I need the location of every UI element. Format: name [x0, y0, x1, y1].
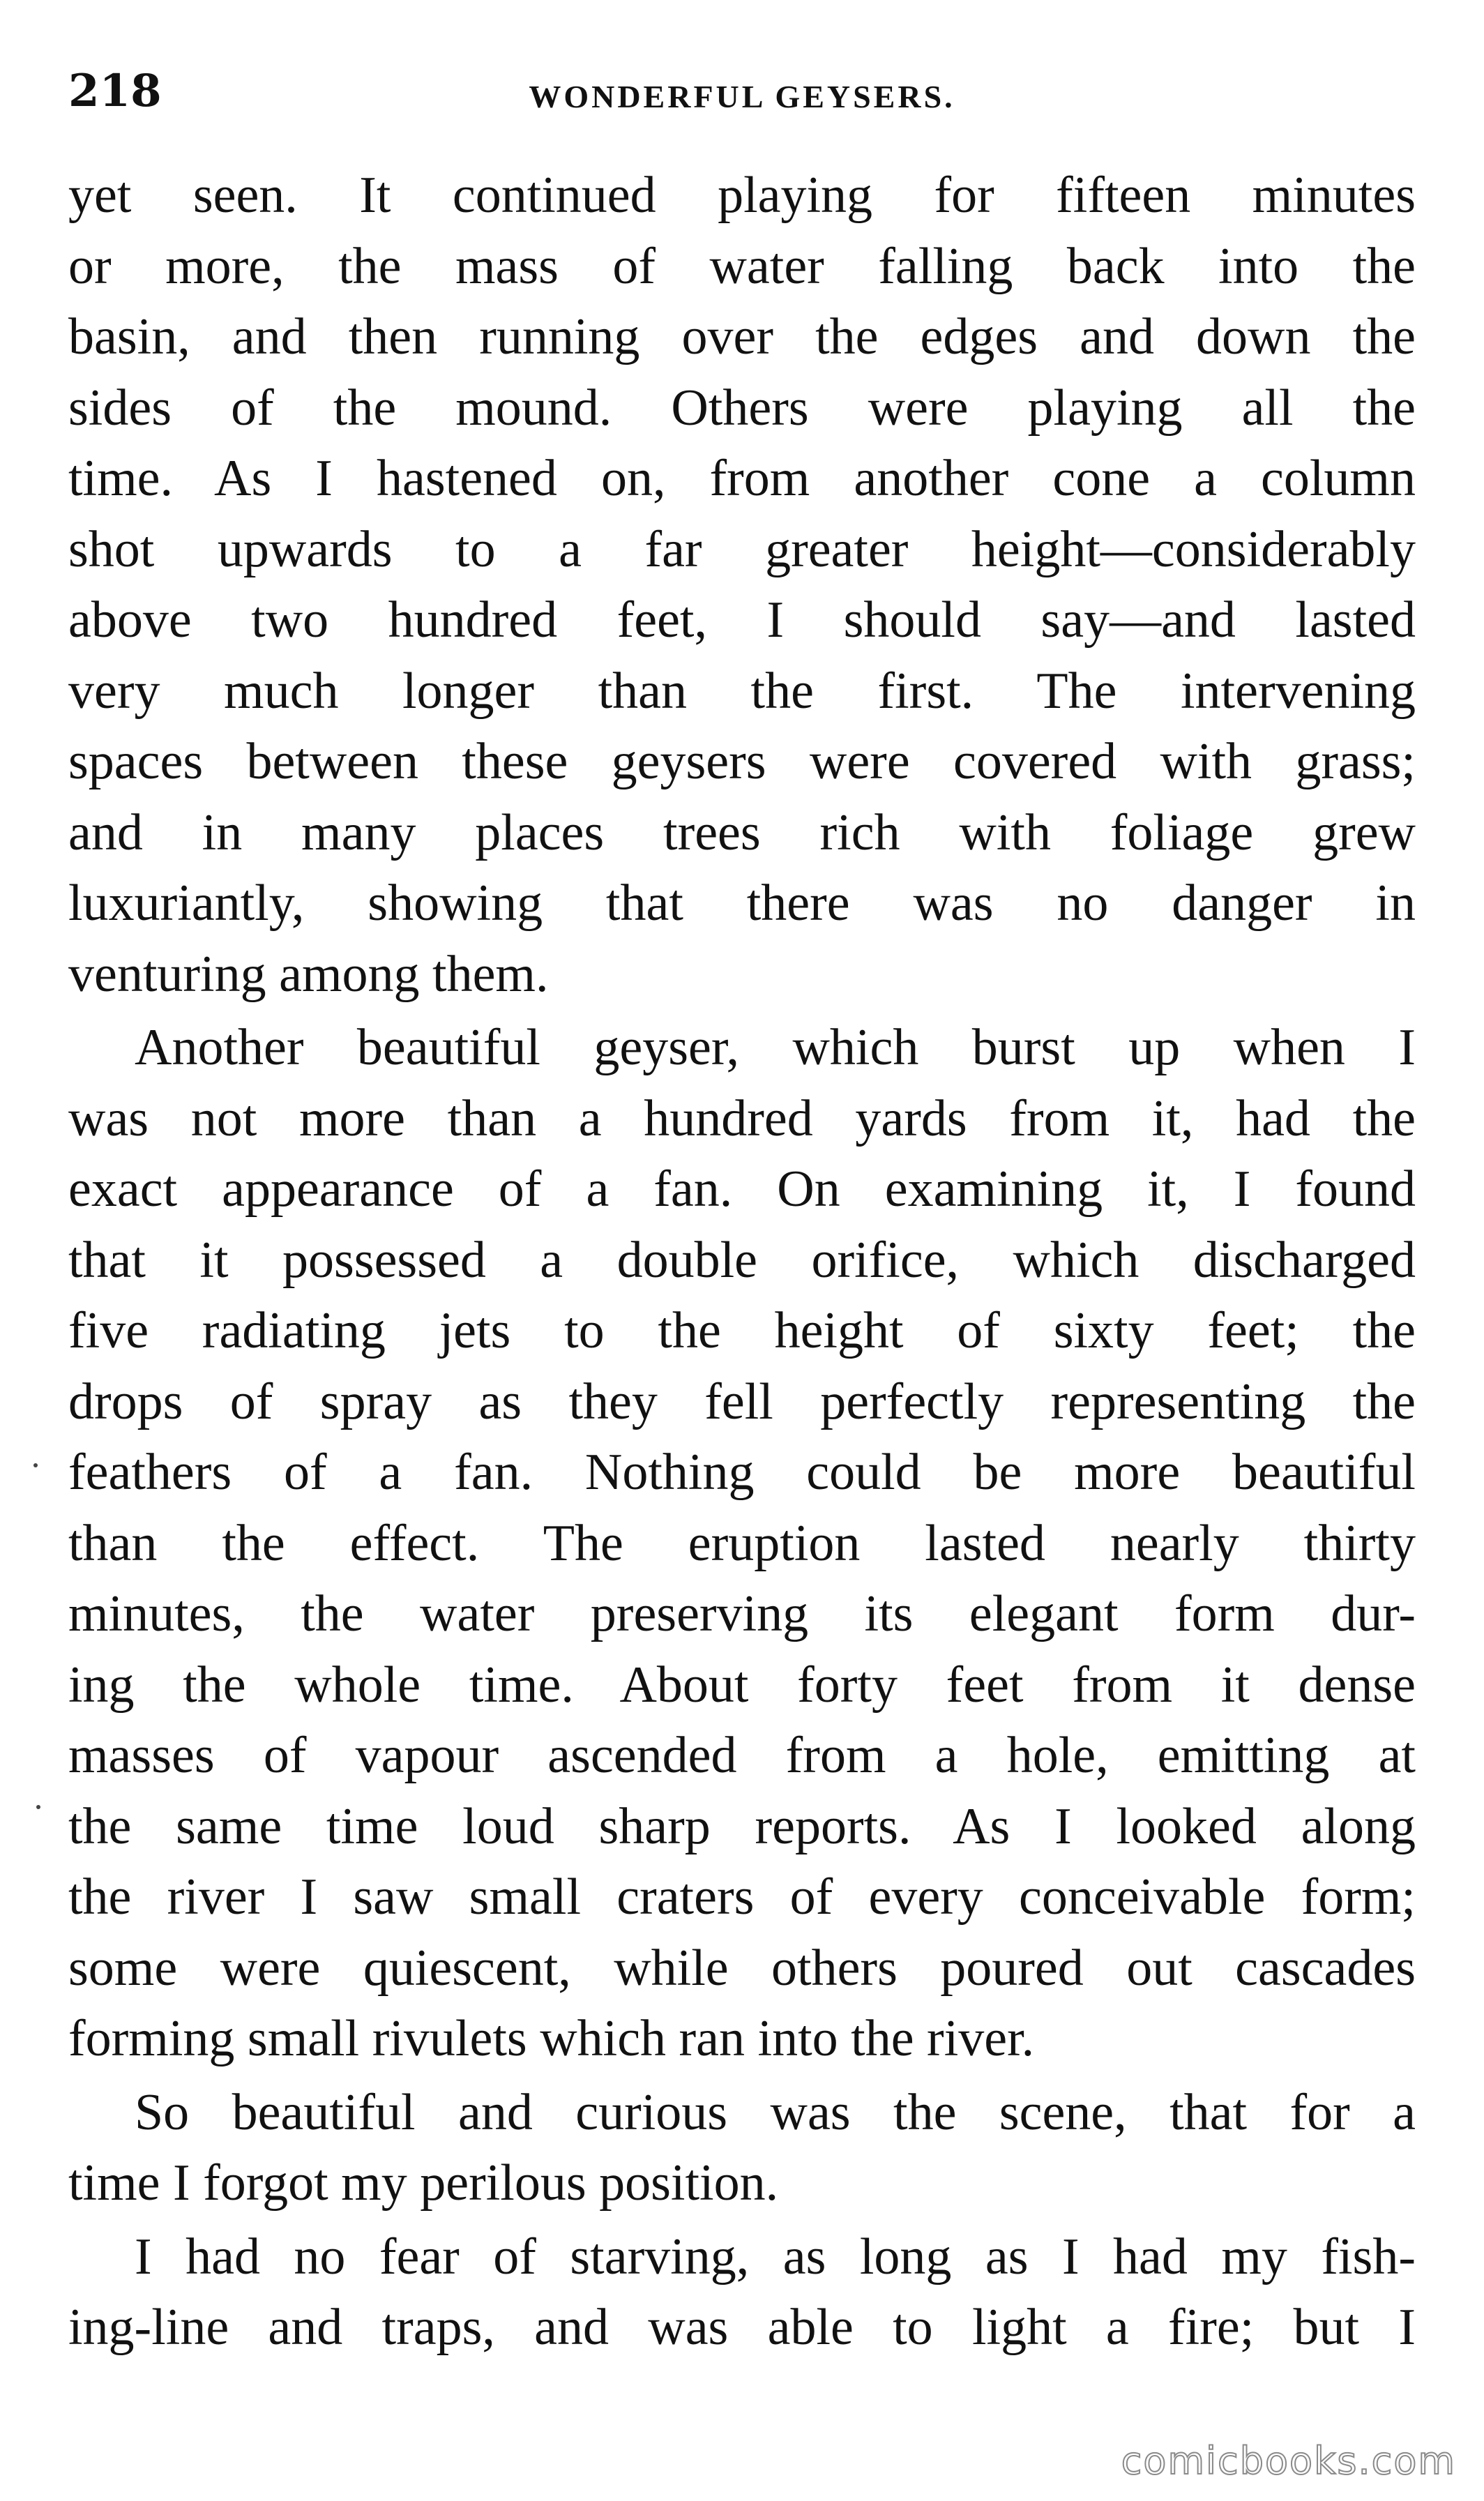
- text-line: masses of vapour ascended from a hole, emitting at: [68, 1727, 1416, 1784]
- text-line: exact appearance of a fan. On examining it, I found: [68, 1161, 1416, 1218]
- text-line: venturing among them.: [68, 945, 549, 1003]
- text-line: time I forgot my perilous position.: [68, 2154, 779, 2212]
- paragraph: [68, 160, 1416, 1010]
- text-line: feathers of a fan. Nothing could be more beautiful: [68, 1444, 1416, 1501]
- text-line: was not more than a hundred yards from it, had the: [68, 1089, 1416, 1147]
- watermark: comicbooks.com: [1121, 2439, 1456, 2483]
- text-line: some were quiescent, while others poured out cascades: [68, 1939, 1416, 1997]
- text-line: the river I saw small craters of every conceivable form;: [68, 1868, 1416, 1926]
- text-line: than the effect. The eruption lasted nearly thirty: [68, 1514, 1416, 1572]
- margin-speck: [33, 1463, 38, 1467]
- text-line: sides of the mound. Others were playing all the: [68, 379, 1416, 437]
- text-line: yet seen. It continued playing for fifteen minutes: [68, 167, 1416, 224]
- running-title: WONDERFUL GEYSERS.: [529, 79, 955, 114]
- text-line: and in many places trees rich with foliage grew: [68, 803, 1416, 861]
- text-line: the same time loud sharp reports. As I looked along: [68, 1797, 1416, 1855]
- text-line: five radiating jets to the height of sixty feet; the: [68, 1302, 1416, 1359]
- text-line: minutes, the water preserving its elegant form dur-: [68, 1585, 1416, 1642]
- text-line: above two hundred feet, I should say—and lasted: [68, 591, 1416, 649]
- paragraph: [68, 2222, 1416, 2364]
- text-line: So beautiful and curious was the scene, that for a: [135, 2083, 1416, 2141]
- text-line: ing the whole time. About forty feet from it dense: [68, 1656, 1416, 1714]
- text-line: basin, and then running over the edges and down the: [68, 308, 1416, 365]
- text-line: forming small rivulets which ran into the river.: [68, 2010, 1035, 2067]
- text-line: that it possessed a double orifice, which discharged: [68, 1231, 1416, 1289]
- margin-speck: [36, 1805, 40, 1809]
- text-line: luxuriantly, showing that there was no danger in: [68, 875, 1416, 932]
- text-line: time. As I hastened on, from another cone a column: [68, 450, 1416, 507]
- page-header: [68, 60, 1416, 123]
- text-line: ing-line and traps, and was able to light a fire; but I: [68, 2299, 1416, 2356]
- text-line: spaces between these geysers were covered with grass;: [68, 733, 1416, 790]
- paragraph: [68, 1013, 1416, 2075]
- text-line: I had no fear of starving, as long as I had my fish-: [135, 2228, 1416, 2285]
- text-line: shot upwards to a far greater height—considerably: [68, 520, 1416, 578]
- body-text: [68, 160, 1416, 2364]
- text-line: drops of spray as they fell perfectly representing the: [68, 1373, 1416, 1430]
- text-line: very much longer than the first. The intervening: [68, 662, 1416, 720]
- text-line: Another beautiful geyser, which burst up when I: [135, 1019, 1416, 1076]
- text-line: or more, the mass of water falling back into the: [68, 237, 1416, 295]
- page-number: 218: [68, 65, 162, 117]
- paragraph: [68, 2078, 1416, 2219]
